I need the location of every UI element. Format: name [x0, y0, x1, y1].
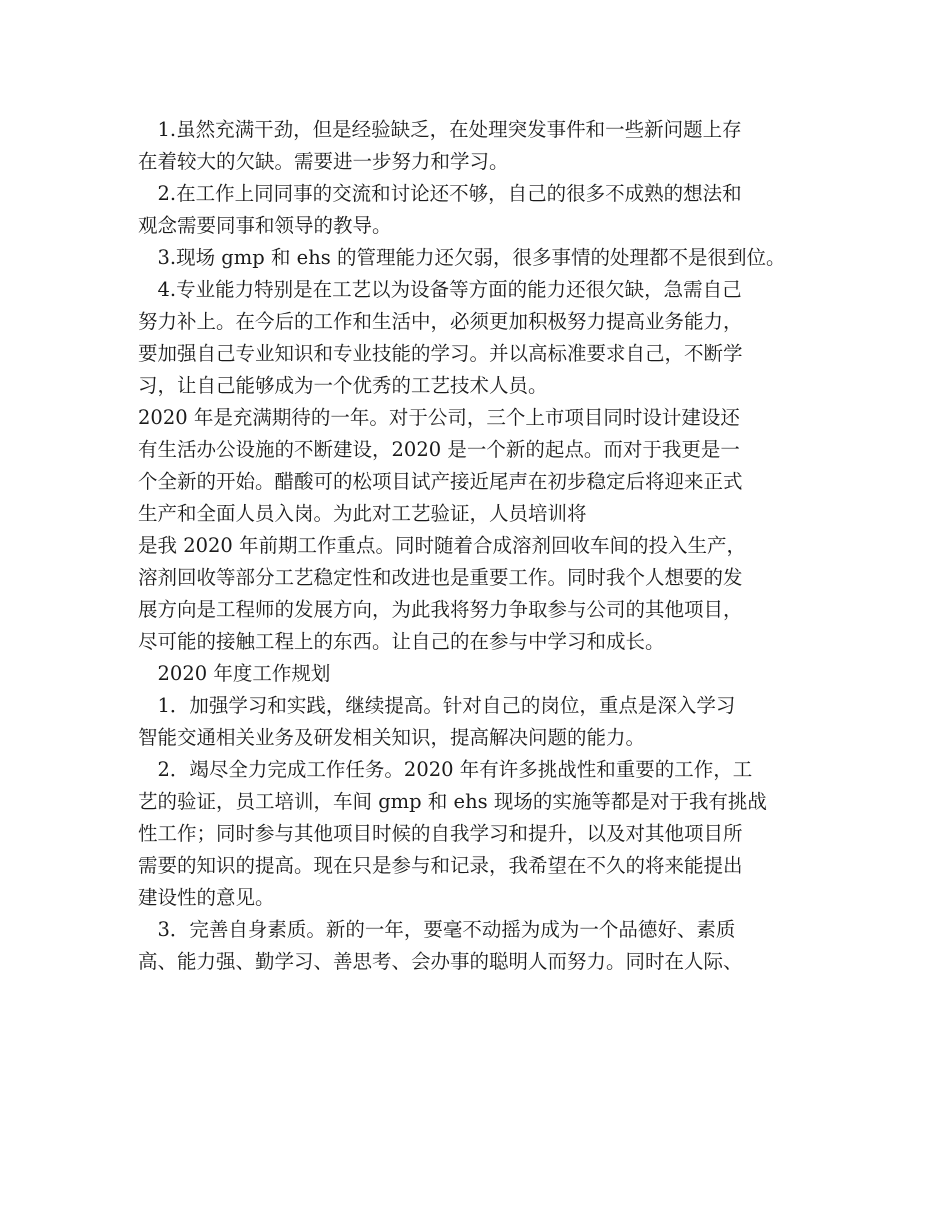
text-line: 个全新的开始。醋酸可的松项目试产接近尾声在初步稳定后将迎来正式 [138, 470, 743, 493]
text-line: 智能交通相关业务及研发相关知识，提高解决问题的能力。 [138, 726, 646, 749]
text-line: 高、能力强、勤学习、善思考、会办事的聪明人而努力。同时在人际、 [138, 950, 743, 973]
text-line: 在着较大的欠缺。需要进一步努力和学习。 [138, 150, 509, 173]
text-line: 努力补上。在今后的工作和生活中，必须更加积极努力提高业务能力， [138, 310, 743, 333]
body-text [138, 114, 818, 978]
text-line: 4.专业能力特别是在工艺以为设备等方面的能力还很欠缺，急需自己 [138, 278, 742, 301]
text-line: 生产和全面人员入岗。为此对工艺验证，人员培训将 [138, 502, 587, 525]
text-line: 2．竭尽全力完成工作任务。2020 年有许多挑战性和重要的工作，工 [138, 758, 753, 781]
text-line: 1.虽然充满干劲，但是经验缺乏，在处理突发事件和一些新问题上存 [138, 118, 742, 141]
text-line: 3.现场 gmp 和 ehs 的管理能力还欠弱，很多事情的处理都不是很到位。 [138, 246, 786, 269]
text-line: 习，让自己能够成为一个优秀的工艺技术人员。 [138, 374, 548, 397]
text-line: 是我 2020 年前期工作重点。同时随着合成溶剂回收车间的投入生产， [138, 534, 747, 557]
text-line: 3．完善自身素质。新的一年，要毫不动摇为成为一个品德好、素质 [138, 918, 736, 941]
text-line: 艺的验证，员工培训，车间 gmp 和 ehs 现场的实施等都是对于我有挑战 [138, 790, 767, 813]
text-line: 要加强自己专业知识和专业技能的学习。并以高标准要求自己，不断学 [138, 342, 743, 365]
text-line: 溶剂回收等部分工艺稳定性和改进也是重要工作。同时我个人想要的发 [138, 566, 743, 589]
text-line: 性工作；同时参与其他项目时候的自我学习和提升，以及对其他项目所 [138, 822, 743, 845]
text-line: 观念需要同事和领导的教导。 [138, 214, 392, 237]
text-line: 有生活办公设施的不断建设，2020 是一个新的起点。而对于我更是一 [138, 438, 740, 461]
text-line: 展方向是工程师的发展方向，为此我将努力争取参与公司的其他项目， [138, 598, 743, 621]
text-line: 2.在工作上同同事的交流和讨论还不够，自己的很多不成熟的想法和 [138, 182, 742, 205]
text-line: 2020 年是充满期待的一年。对于公司，三个上市项目同时设计建设还 [138, 406, 740, 429]
text-line: 尽可能的接触工程上的东西。让自己的在参与中学习和成长。 [138, 630, 665, 653]
text-line: 1．加强学习和实践，继续提高。针对自己的岗位，重点是深入学习 [138, 694, 736, 717]
text-line: 建设性的意见。 [138, 886, 275, 909]
section-heading: 2020 年度工作规划 [138, 662, 331, 685]
text-line: 需要的知识的提高。现在只是参与和记录，我希望在不久的将来能提出 [138, 854, 743, 877]
